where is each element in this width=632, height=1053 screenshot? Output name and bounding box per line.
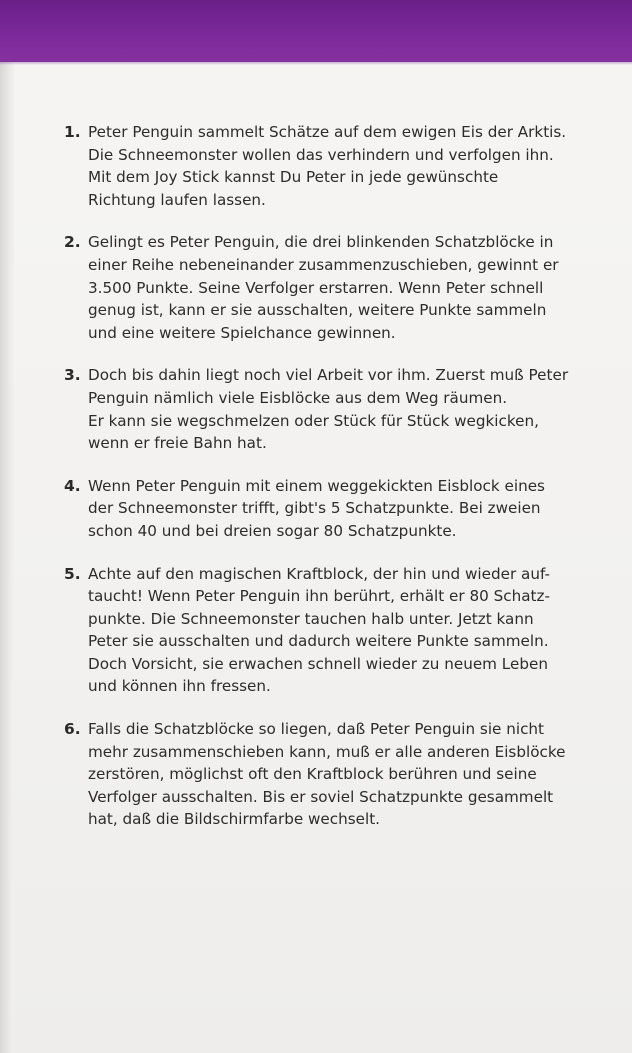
item-number: 5. (64, 564, 81, 583)
item-text-line: Falls die Schatzblöcke so liegen, daß Peter Penguin sie nicht (88, 720, 544, 739)
item-text-line: Richtung laufen lassen. (88, 190, 266, 209)
item-text-line: Gelingt es Peter Penguin, die drei blinkenden Schatzblöcke in (88, 233, 554, 252)
item-text-line: einer Reihe nebeneinander zusammenzuschieben, gewinnt er (88, 255, 559, 274)
instruction-item (64, 121, 604, 211)
instruction-item (64, 364, 604, 454)
item-text-line: Achte auf den magischen Kraftblock, der hin und wieder auf- (88, 564, 550, 583)
item-number: 6. (64, 720, 81, 739)
page-fold-edge (0, 0, 14, 1053)
item-text-line: taucht! Wenn Peter Penguin ihn berührt, erhält er 80 Schatz- (88, 587, 550, 606)
item-text-line: und eine weitere Spielchance gewinnen. (88, 323, 396, 342)
item-text-line: Doch Vorsicht, sie erwachen schnell wieder zu neuem Leben (88, 654, 548, 673)
item-text-line: Peter sie ausschalten und dadurch weitere Punkte sammeln. (88, 632, 549, 651)
item-text-line: genug ist, kann er sie ausschalten, weitere Punkte sammeln (88, 301, 547, 320)
instruction-item (64, 718, 604, 831)
item-text-line: 3.500 Punkte. Seine Verfolger erstarren. Wenn Peter schnell (88, 278, 544, 297)
item-text-line: Mit dem Joy Stick kannst Du Peter in jede gewünschte (88, 168, 499, 187)
item-text-line: Er kann sie wegschmelzen oder Stück für Stück wegkicken, (88, 411, 539, 430)
item-text-line: zerstören, möglichst oft den Kraftblock berühren und seine (88, 765, 537, 784)
item-text-line: punkte. Die Schneemonster tauchen halb unter. Jetzt kann (88, 609, 534, 628)
instruction-item (64, 231, 604, 344)
item-text-line: Penguin nämlich viele Eisblöcke aus dem Weg räumen. (88, 388, 508, 407)
item-text-line: schon 40 und bei dreien sogar 80 Schatzpunkte. (88, 521, 457, 540)
instruction-item (64, 563, 604, 699)
item-text-line: mehr zusammenschieben kann, muß er alle anderen Eisblöcke (88, 742, 566, 761)
item-text-line: wenn er freie Bahn hat. (88, 434, 267, 453)
item-text-line: Doch bis dahin liegt noch viel Arbeit vor ihm. Zuerst muß Peter (88, 366, 569, 385)
item-text-line: und können ihn fressen. (88, 677, 271, 696)
item-text-line: Verfolger ausschalten. Bis er soviel Schatzpunkte gesammelt (88, 787, 554, 806)
item-text-line: Wenn Peter Penguin mit einem weggekickten Eisblock eines (88, 476, 545, 495)
item-text-line: Die Schneemonster wollen das verhindern und verfolgen ihn. (88, 145, 554, 164)
item-text-line: Peter Penguin sammelt Schätze auf dem ewigen Eis der Arktis. (88, 123, 567, 141)
item-number: 2. (64, 233, 81, 252)
item-text-line: der Schneemonster trifft, gibt's 5 Schatzpunkte. Bei zweien (88, 499, 541, 518)
top-color-band (0, 0, 632, 62)
item-text-line: hat, daß die Bildschirmfarbe wechselt. (88, 810, 381, 829)
instruction-list (64, 121, 604, 851)
item-number: 4. (64, 476, 81, 495)
item-number: 3. (64, 366, 81, 385)
instruction-item (64, 475, 604, 543)
item-number: 1. (64, 123, 81, 141)
